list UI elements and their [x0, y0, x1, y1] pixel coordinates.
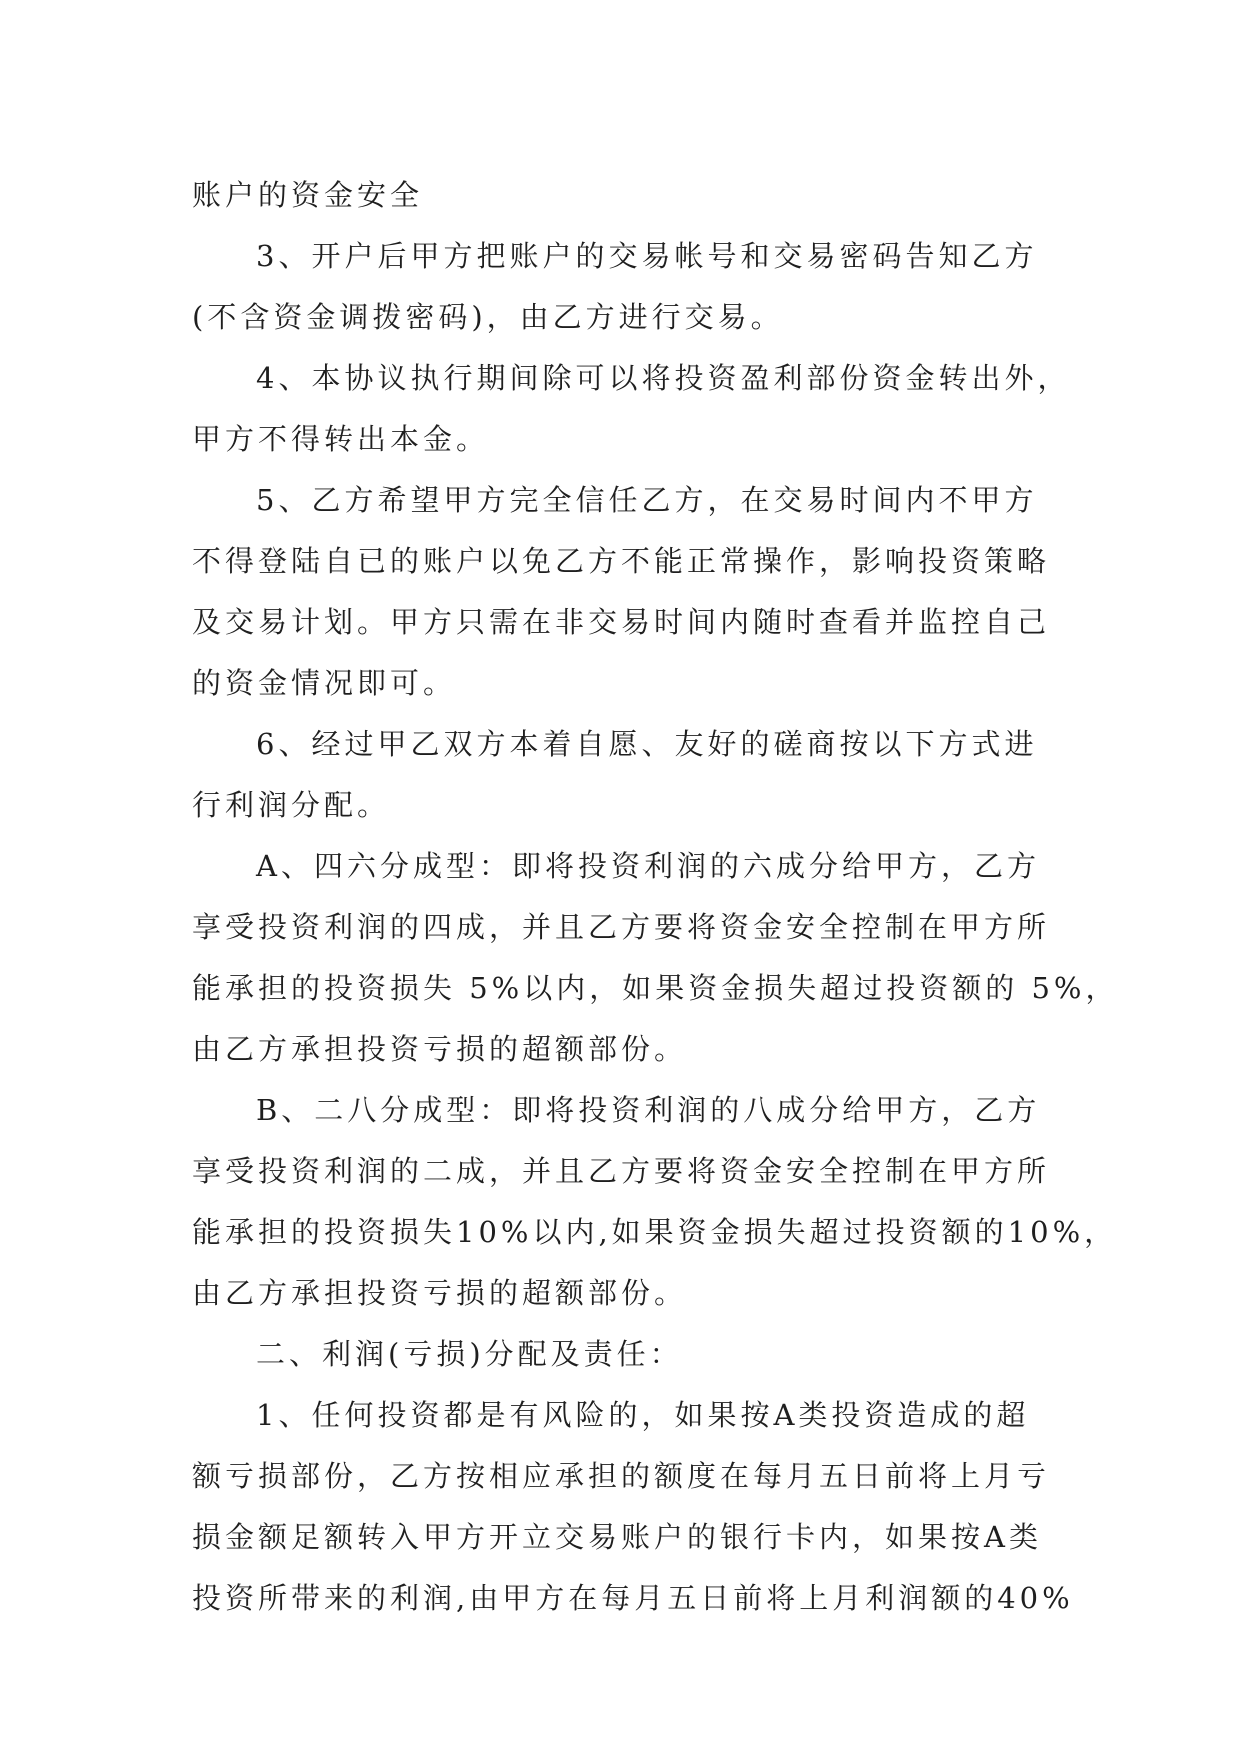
text-line: 甲方不得转出本金。 [192, 422, 490, 456]
paragraph-fund-safety [192, 165, 1052, 226]
text-line: 能承担的投资损失 5%以内，如果资金损失超过投资额的 5%， [192, 971, 1119, 1005]
paragraph-clause-3 [192, 226, 1052, 348]
paragraph-clause-4 [192, 348, 1071, 470]
text-line: 二、利润(亏损)分配及责任： [256, 1337, 683, 1371]
paragraph-option-b [192, 1080, 1118, 1324]
text-line: 及交易计划。甲方只需在非交易时间内随时查看并监控自己 [192, 605, 1051, 639]
text-line: 由乙方承担投资亏损的超额部份。 [192, 1032, 688, 1066]
document-body [192, 165, 1119, 1629]
text-line: 额亏损部份，乙方按相应承担的额度在每月五日前将上月亏 [192, 1459, 1051, 1493]
text-line: 6、经过甲乙双方本着自愿、友好的磋商按以下方式进 [256, 727, 1038, 761]
text-line: 由乙方承担投资亏损的超额部份。 [192, 1276, 688, 1310]
paragraph-clause-6 [192, 714, 1052, 836]
text-line: 损金额足额转入甲方开立交易账户的银行卡内，如果按A类 [192, 1520, 1042, 1554]
text-line: 账户的资金安全 [192, 178, 424, 212]
paragraph-option-a [192, 836, 1119, 1080]
text-line: 4、本协议执行期间除可以将投资盈利部份资金转出外， [256, 361, 1071, 395]
text-line: 享受投资利润的二成，并且乙方要将资金安全控制在甲方所 [192, 1154, 1051, 1188]
text-line: 的资金情况即可。 [192, 666, 457, 700]
text-line: 3、开户后甲方把账户的交易帐号和交易密码告知乙方 [256, 239, 1038, 273]
text-line: 投资所带来的利润,由甲方在每月五日前将上月利润额的40% [192, 1581, 1074, 1615]
text-line: 能承担的投资损失10%以内,如果资金损失超过投资额的10%， [192, 1215, 1118, 1249]
paragraph-risk-clause-1 [192, 1385, 1074, 1629]
text-line: 1、任何投资都是有风险的，如果按A类投资造成的超 [256, 1398, 1030, 1432]
text-line: 享受投资利润的四成，并且乙方要将资金安全控制在甲方所 [192, 910, 1051, 944]
text-line: 5、乙方希望甲方完全信任乙方，在交易时间内不甲方 [256, 483, 1038, 517]
paragraph-clause-5 [192, 470, 1052, 714]
text-line: B、二八分成型：即将投资利润的八成分给甲方，乙方 [256, 1093, 1041, 1127]
section-heading-profit-loss [192, 1324, 1052, 1385]
text-line: (不含资金调拨密码)，由乙方进行交易。 [192, 300, 784, 334]
text-line: 不得登陆自已的账户以免乙方不能正常操作，影响投资策略 [192, 544, 1051, 578]
text-line: 行利润分配。 [192, 788, 391, 822]
text-line: A、四六分成型：即将投资利润的六成分给甲方，乙方 [256, 849, 1040, 883]
